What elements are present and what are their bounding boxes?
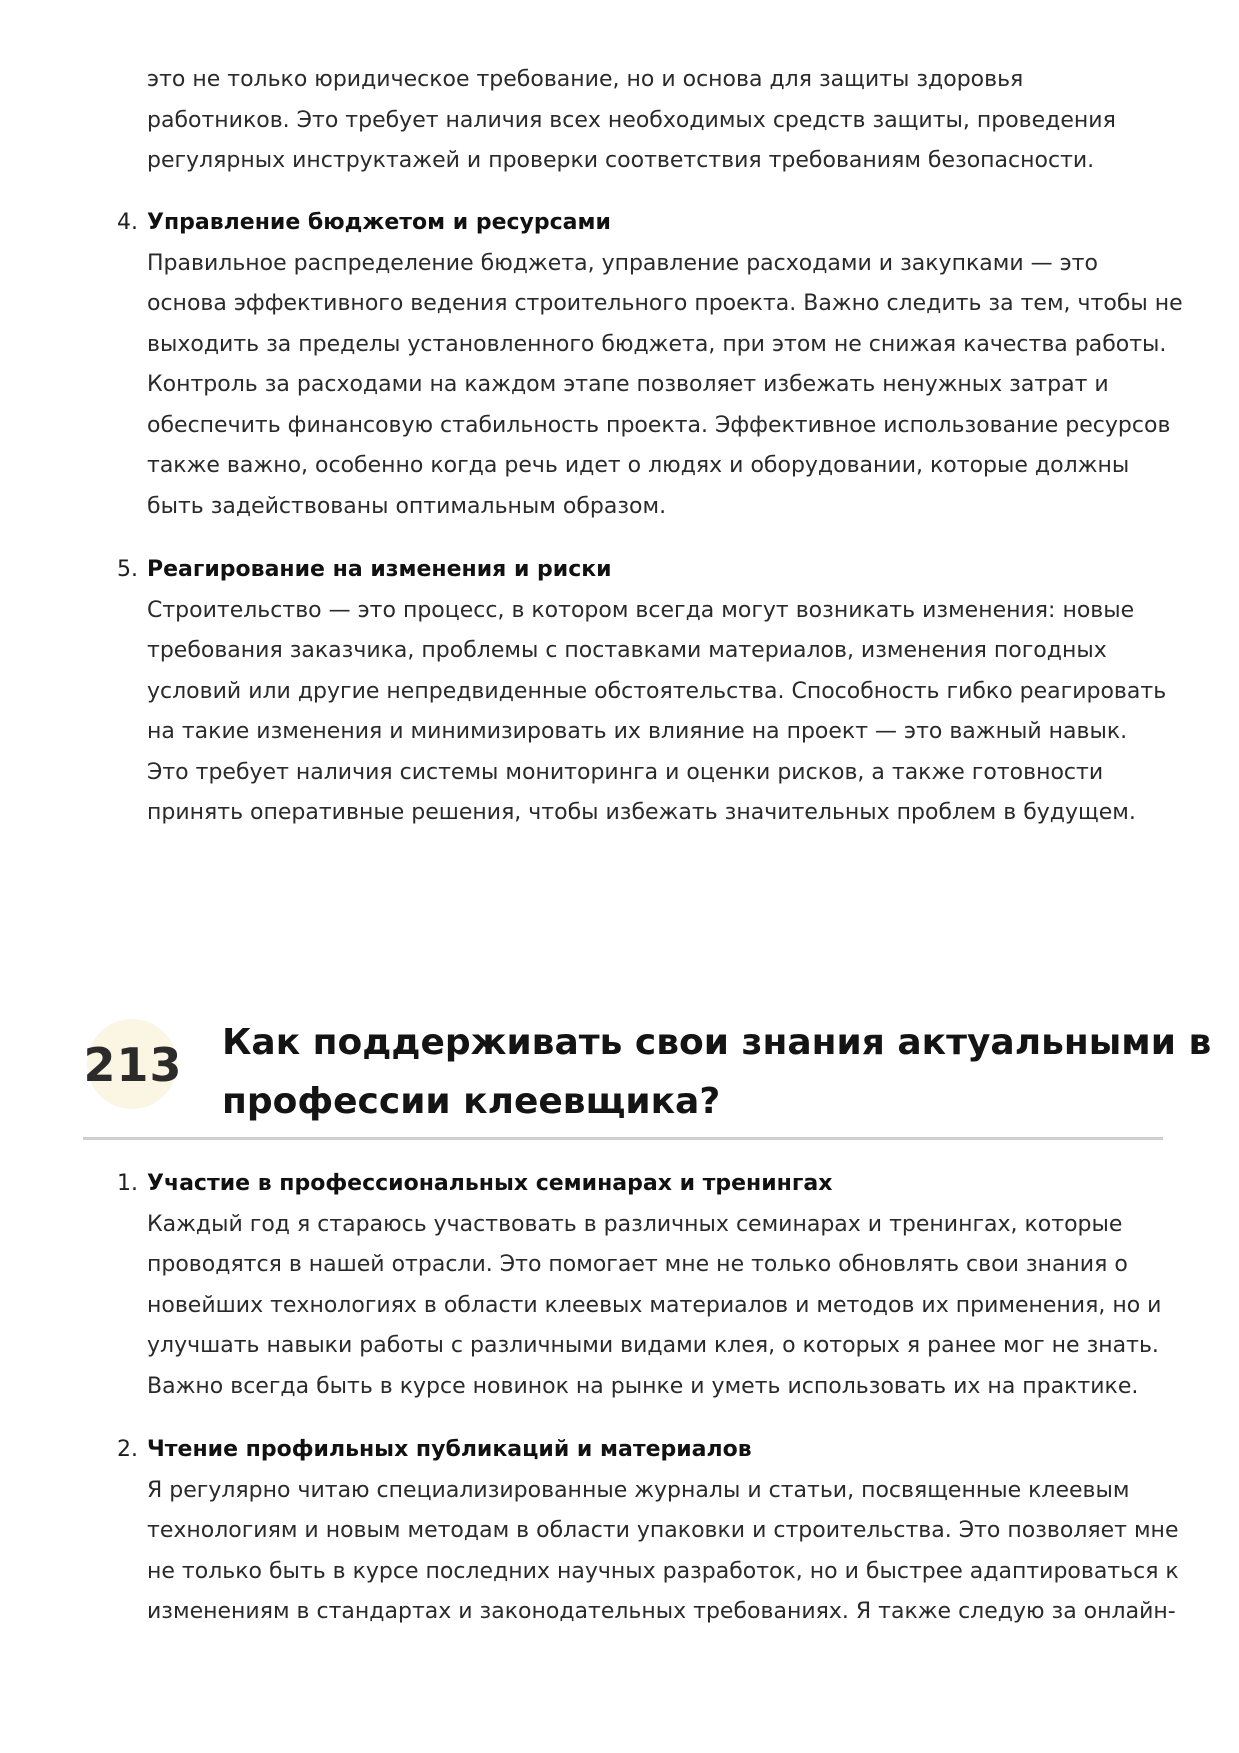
paragraph-line: не только быть в курсе последних научных разработок, но и быстрее адаптироваться к bbox=[147, 1558, 1179, 1584]
paragraph-line: это не только юридическое требование, но и основа для защиты здоровья bbox=[147, 67, 1024, 92]
paragraph-line: Правильное распределение бюджета, управление расходами и закупками — это bbox=[147, 250, 1098, 276]
list-item-title: Участие в профессиональных семинарах и тренингах bbox=[147, 1171, 833, 1196]
list-item-title: Чтение профильных публикаций и материалов bbox=[147, 1437, 752, 1462]
paragraph-line: на такие изменения и минимизировать их влияние на проект — это важный навык. bbox=[147, 719, 1128, 744]
paragraph-line: также важно, особенно когда речь идет о людях и оборудовании, которые должны bbox=[147, 453, 1130, 478]
paragraph-line: проводятся в нашей отрасли. Это помогает мне не только обновлять свои знания о bbox=[147, 1252, 1128, 1277]
list-item-title: Управление бюджетом и ресурсами bbox=[147, 210, 611, 235]
list-item-body bbox=[147, 244, 1183, 528]
chapter-title bbox=[222, 1013, 1212, 1131]
paragraph-line: технологиям и новым методам в области упаковки и строительства. Это позволяет мне bbox=[147, 1518, 1179, 1543]
list-item-number: 2. bbox=[117, 1437, 138, 1462]
paragraph-line: Строительство — это процесс, в котором всегда могут возникать изменения: новые bbox=[147, 597, 1135, 623]
list-item-body bbox=[147, 591, 1167, 834]
paragraph-line: выходить за пределы установленного бюджета, при этом не снижая качества работы. bbox=[147, 331, 1167, 357]
paragraph-line: Важно всегда быть в курсе новинок на рынке и уметь использовать их на практике. bbox=[147, 1373, 1139, 1399]
paragraph-line: принять оперативные решения, чтобы избежать значительных проблем в будущем. bbox=[147, 800, 1136, 825]
list-item-body bbox=[147, 1471, 1179, 1633]
paragraph-line: основа эффективного ведения строительного проекта. Важно следить за тем, чтобы не bbox=[147, 291, 1183, 316]
chapter-number-badge bbox=[83, 1019, 183, 1109]
paragraph-line: условий или другие непредвиденные обстоятельства. Способность гибко реагировать bbox=[147, 678, 1167, 704]
paragraph-line: обеспечить финансовую стабильность проекта. Эффективное использование ресурсов bbox=[147, 412, 1171, 438]
paragraph-line: требования заказчика, проблемы с поставками материалов, изменения погодных bbox=[147, 638, 1107, 663]
paragraph-line: быть задействованы оптимальным образом. bbox=[147, 493, 667, 519]
continued-paragraph bbox=[147, 60, 1167, 182]
list-item-title: Реагирование на изменения и риски bbox=[147, 557, 612, 582]
chapter-title-line: профессии клеевщика? bbox=[222, 1081, 721, 1122]
paragraph-line: Контроль за расходами на каждом этапе позволяет избежать ненужных затрат и bbox=[147, 372, 1109, 397]
paragraph-line: работников. Это требует наличия всех необходимых средств защиты, проведения bbox=[147, 107, 1116, 133]
paragraph-line: улучшать навыки работы с различными видами клея, о которых я ранее мог не знать. bbox=[147, 1333, 1159, 1358]
paragraph-line: Каждый год я стараюсь участвовать в различных семинарах и тренингах, которые bbox=[147, 1211, 1123, 1237]
paragraph-line: регулярных инструктажей и проверки соответствия требованиям безопасности. bbox=[147, 148, 1095, 173]
paragraph-line: Это требует наличия системы мониторинга и оценки рисков, а также готовности bbox=[147, 759, 1104, 785]
list-item-body bbox=[147, 1205, 1167, 1408]
chapter-title-line: Как поддерживать свои знания актуальными в bbox=[222, 1022, 1212, 1063]
chapter-divider bbox=[83, 1137, 1163, 1140]
paragraph-line: изменениям в стандартах и законодательных требованиях. Я также следую за онлайн- bbox=[147, 1599, 1176, 1624]
paragraph-line: Я регулярно читаю специализированные журналы и статьи, посвященные клеевым bbox=[147, 1477, 1130, 1503]
chapter-number: 213 bbox=[83, 1038, 183, 1092]
paragraph-line: новейших технологиях в области клеевых материалов и методов их применения, но и bbox=[147, 1292, 1162, 1318]
list-item-number: 4. bbox=[117, 210, 138, 235]
list-item-number: 1. bbox=[117, 1171, 138, 1196]
list-item-number: 5. bbox=[117, 557, 138, 582]
